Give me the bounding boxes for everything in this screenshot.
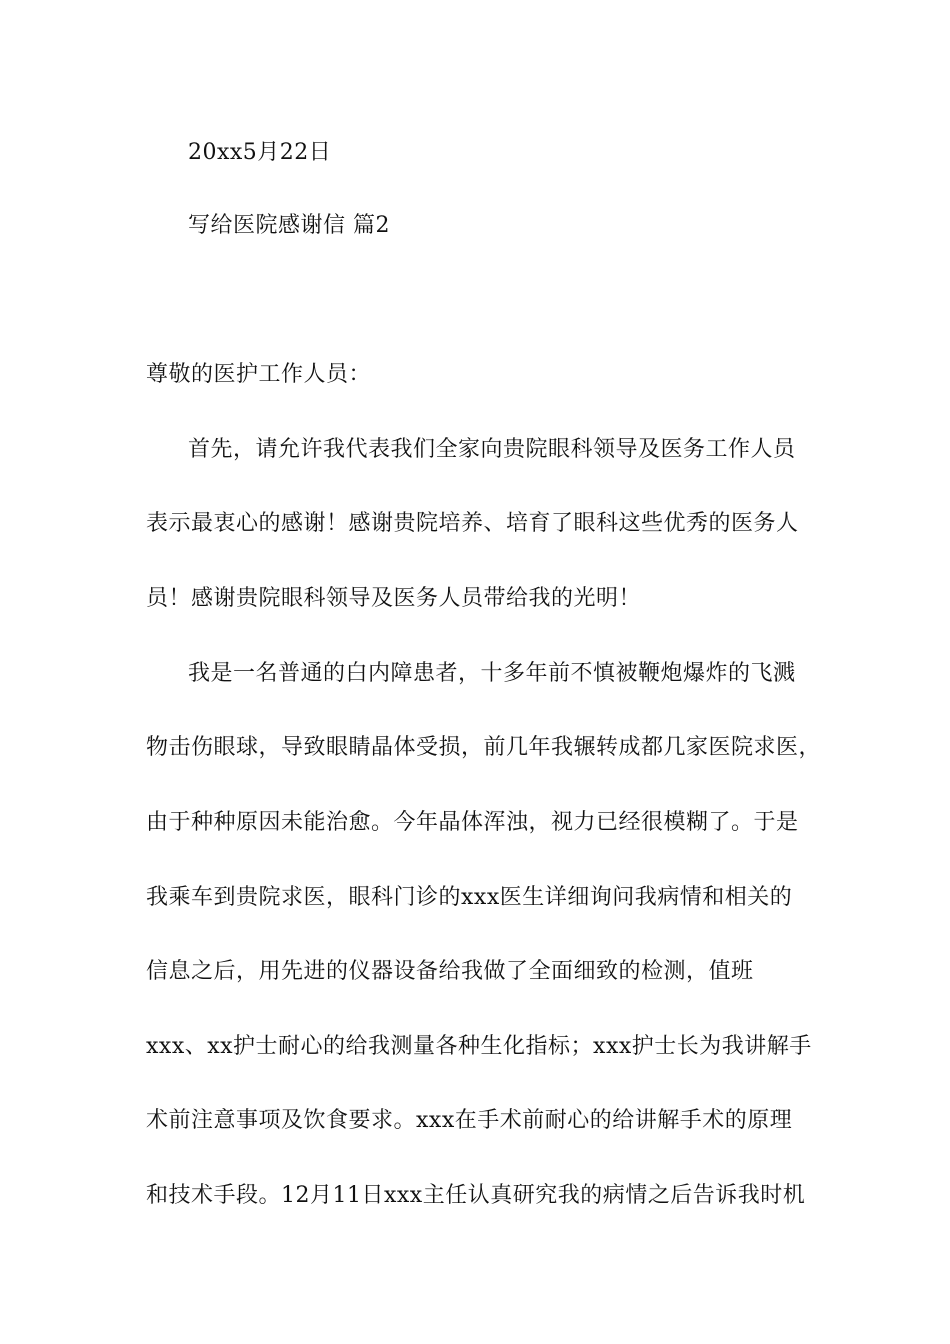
paragraph-line: 术前注意事项及饮食要求。xxx在手术前耐心的给讲解手术的原理 <box>146 1108 793 1133</box>
paragraph-line: xxx、xx护士耐心的给我测量各种生化指标；xxx护士长为我讲解手 <box>146 1034 812 1059</box>
paragraph-line: 信息之后，用先进的仪器设备给我做了全面细致的检测，值班 <box>146 959 754 984</box>
paragraph-line: 和技术手段。12月11日xxx主任认真研究我的病情之后告诉我时机 <box>146 1183 806 1208</box>
paragraph-line: 我乘车到贵院求医，眼科门诊的xxx医生详细询问我病情和相关的 <box>146 885 793 910</box>
paragraph-line: 由于种种原因未能治愈。今年晶体浑浊，视力已经很模糊了。于是 <box>146 810 799 835</box>
section-title: 写给医院感谢信 篇2 <box>188 213 390 238</box>
paragraph-line: 我是一名普通的白内障患者，十多年前不慎被鞭炮爆炸的飞溅 <box>188 661 796 686</box>
paragraph-line: 表示最衷心的感谢！感谢贵院培养、培育了眼科这些优秀的医务人 <box>146 511 799 536</box>
salutation: 尊敬的医护工作人员： <box>146 362 372 387</box>
date-line: 20xx5月22日 <box>188 140 332 165</box>
paragraph-line: 员！感谢贵院眼科领导及医务人员带给我的光明！ <box>146 586 642 611</box>
paragraph-line: 物击伤眼球，导致眼睛晶体受损，前几年我辗转成都几家医院求医， <box>146 735 822 760</box>
paragraph-line: 首先，请允许我代表我们全家向贵院眼科领导及医务工作人员 <box>188 437 796 462</box>
